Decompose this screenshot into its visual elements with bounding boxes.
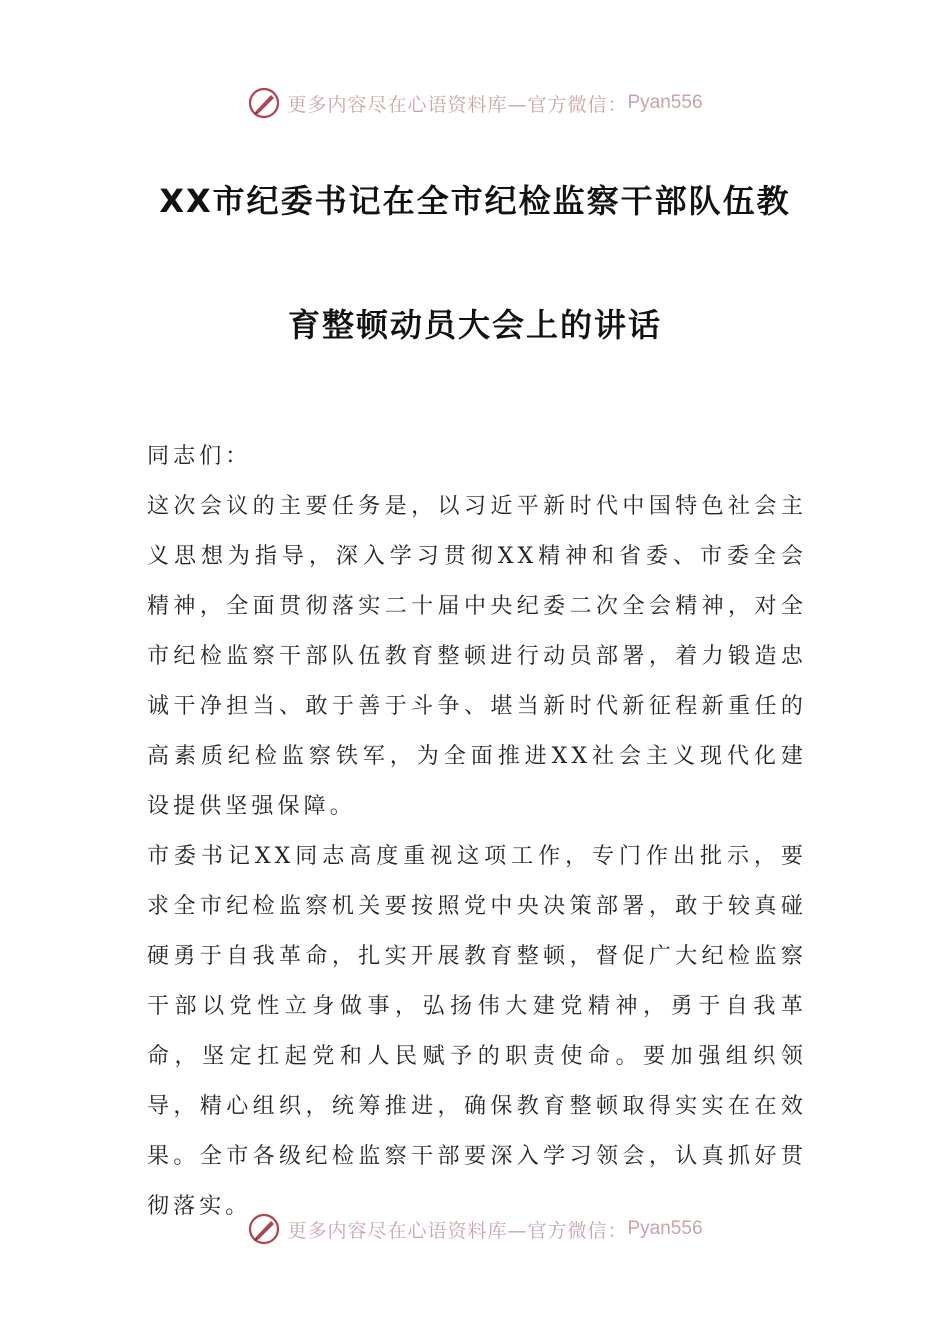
watermark-wechat-id: Pyan556 (627, 1218, 703, 1239)
paragraph: 市委书记XX同志高度重视这项工作，专门作出批示，要求全市纪检监察机关要按照党中央决策部署，敢于较真碰硬勇于自我革命，扎实开展教育整顿，督促广大纪检监察干部以党性立身做事，弘扬伟大建党精神，勇于自我革命，坚定扛起党和人民赋予的职责使命。要加强组织领导，精心组织，统筹推进，确保教育整顿取得实实在在效果。全市各级纪检监察干部要深入学习领会，认真抓好贯彻落实。 (147, 844, 807, 1219)
paragraph: 这次会议的主要任务是，以习近平新时代中国特色社会主义思想为指导，深入学习贯彻XX精神和省委、市委全会精神，全面贯彻落实二十届中央纪委二次全会精神，对全市纪检监察干部队伍教育整顿进行动员部署，着力锻造忠诚干净担当、敢于善于斗争、堪当新时代新征程新重任的高素质纪检监察铁军，为全面推进XX社会主义现代化建设提供坚强保障。 (147, 494, 807, 819)
pen-logo-icon (247, 1212, 281, 1246)
watermark-wechat-id: Pyan556 (627, 92, 703, 113)
watermark-text: 更多内容尽在心语资料库—官方微信： (287, 1219, 628, 1242)
footer-watermark (0, 1212, 950, 1246)
document-title-line-2: 育整顿动员大会上的讲话 (287, 306, 662, 344)
document-body (147, 432, 807, 1232)
header-watermark (0, 86, 950, 120)
salutation: 同志们： (147, 444, 252, 469)
document-title-line-1: XX市纪委书记在全市纪检监察干部队伍教 (159, 182, 791, 220)
watermark-text: 更多内容尽在心语资料库—官方微信： (287, 93, 628, 116)
pen-logo-icon (247, 86, 281, 120)
